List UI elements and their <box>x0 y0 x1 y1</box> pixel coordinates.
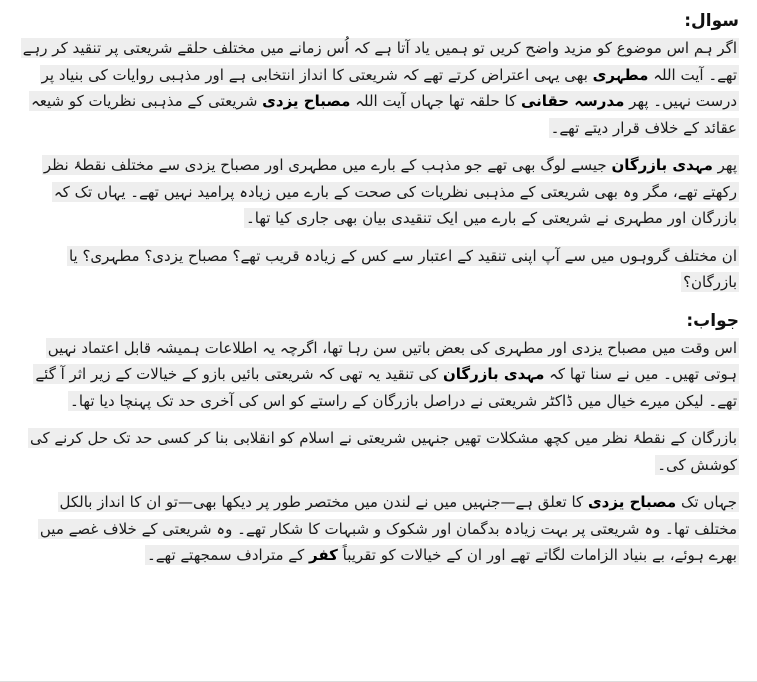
bold-name: مطہری <box>592 65 649 84</box>
text-run: کی تنقید یہ تھی کہ شریعتی بائیں بازو کے خیالات کے زیر اثر آ گئے تھے۔ لیکن میرے خیال میں ڈاکٹر شریعتی نے دراصل بازرگان کے راستے کو اس کی آخری حد تک پہنچا دیا تھا۔ <box>35 365 737 410</box>
bold-name: مدرسہ حقانی <box>521 92 625 110</box>
text-run: کا حلقہ تھا جہاں آیت اللہ <box>350 92 521 110</box>
text-run: کے مترادف سمجھتے تھے۔ <box>146 546 310 564</box>
text-run: جیسے لوگ بھی تھے جو مذہب کے بارے میں مطہری اور مصباح یزدی سے مختلف نقطۂ نظر رکھتے تھے، مگر وہ بھی شریعتی کے مذہبی نظریات کی صحت کے بارے میں زیادہ پرامید نہیں تھے۔ یہاں تک کہ بازرگان اور مطہری نے شریعتی کے بارے میں ایک تنقیدی بیان بھی جاری کیا تھا۔ <box>43 156 737 227</box>
answer-paragraph-3 <box>18 489 739 569</box>
text-run: اس وقت میں مصباح یزدی اور مطہری کی بعض باتیں سن رہا تھا، اگرچہ یہ اطلاعات ہمیشہ قابل اعتماد نہیں ہوتی تھیں۔ میں نے سنا تھا کہ <box>47 338 737 383</box>
text-run: ان مختلف گروہوں میں سے آپ اپنی تنقید کے اعتبار سے کس کے زیادہ قریب تھے؟ مصباح یزدی؟ مطہری؟ یا بازرگان؟ <box>68 246 737 291</box>
answer-heading: جواب: <box>686 310 739 331</box>
bold-name: کفر <box>309 546 338 564</box>
text-run: کا تعلق ہے—جنہیں میں نے لندن میں مختصر طور پر دیکھا بھی—تو ان کا انداز بالکل مختلف تھا۔ وہ شریعتی پر بہت زیادہ بدگمان اور شکوک و شبہات کا شکار تھے۔ وہ شریعتی کے خلاف غصے میں بھرے ہوئے، بے بنیاد الزامات لگاتے تھے اور ان کے خیالات کو تقریباً <box>39 493 737 564</box>
text-run: اگر ہم اس موضوع کو مزید واضح کریں تو ہمیں یاد آتا ہے کہ اُس زمانے میں مختلف حلقے شریعتی پر تنقید کر رہے تھے۔ آیت اللہ <box>22 39 737 84</box>
text-run: شریعتی کے مذہبی نظریات کو شیعہ عقائد کے خلاف قرار دیتے تھے۔ <box>30 92 737 137</box>
bold-name: مصباح یزدی <box>262 92 351 110</box>
text-run: جہاں تک <box>676 493 737 511</box>
answer-paragraph-1 <box>18 335 739 415</box>
bold-name: مصباح یزدی <box>587 493 677 511</box>
question-paragraph-3 <box>18 243 739 296</box>
bold-name: مہدی بازرگان <box>442 365 545 383</box>
text-run: بازرگان کے نقطۂ نظر میں کچھ مشکلات تھیں جنہیں شریعتی نے اسلام کو انقلابی بنا کر کسی حد تک حل کرنے کی کوشش کی۔ <box>29 429 737 474</box>
text-run: پھر <box>712 156 737 174</box>
answer-section <box>18 308 739 569</box>
answer-paragraph-2 <box>18 425 739 478</box>
bold-name: مہدی بازرگان <box>611 156 713 174</box>
text-run: بھی یہی اعتراض کرتے تھے کہ شریعتی کا انداز انتخابی ہے اور مذہبی روایات کی بنیاد پر درست نہیں۔ پھر <box>41 65 737 110</box>
question-section <box>18 8 739 296</box>
question-paragraph-1 <box>18 35 739 141</box>
question-paragraph-2 <box>18 152 739 232</box>
question-heading: سوال: <box>684 11 739 31</box>
